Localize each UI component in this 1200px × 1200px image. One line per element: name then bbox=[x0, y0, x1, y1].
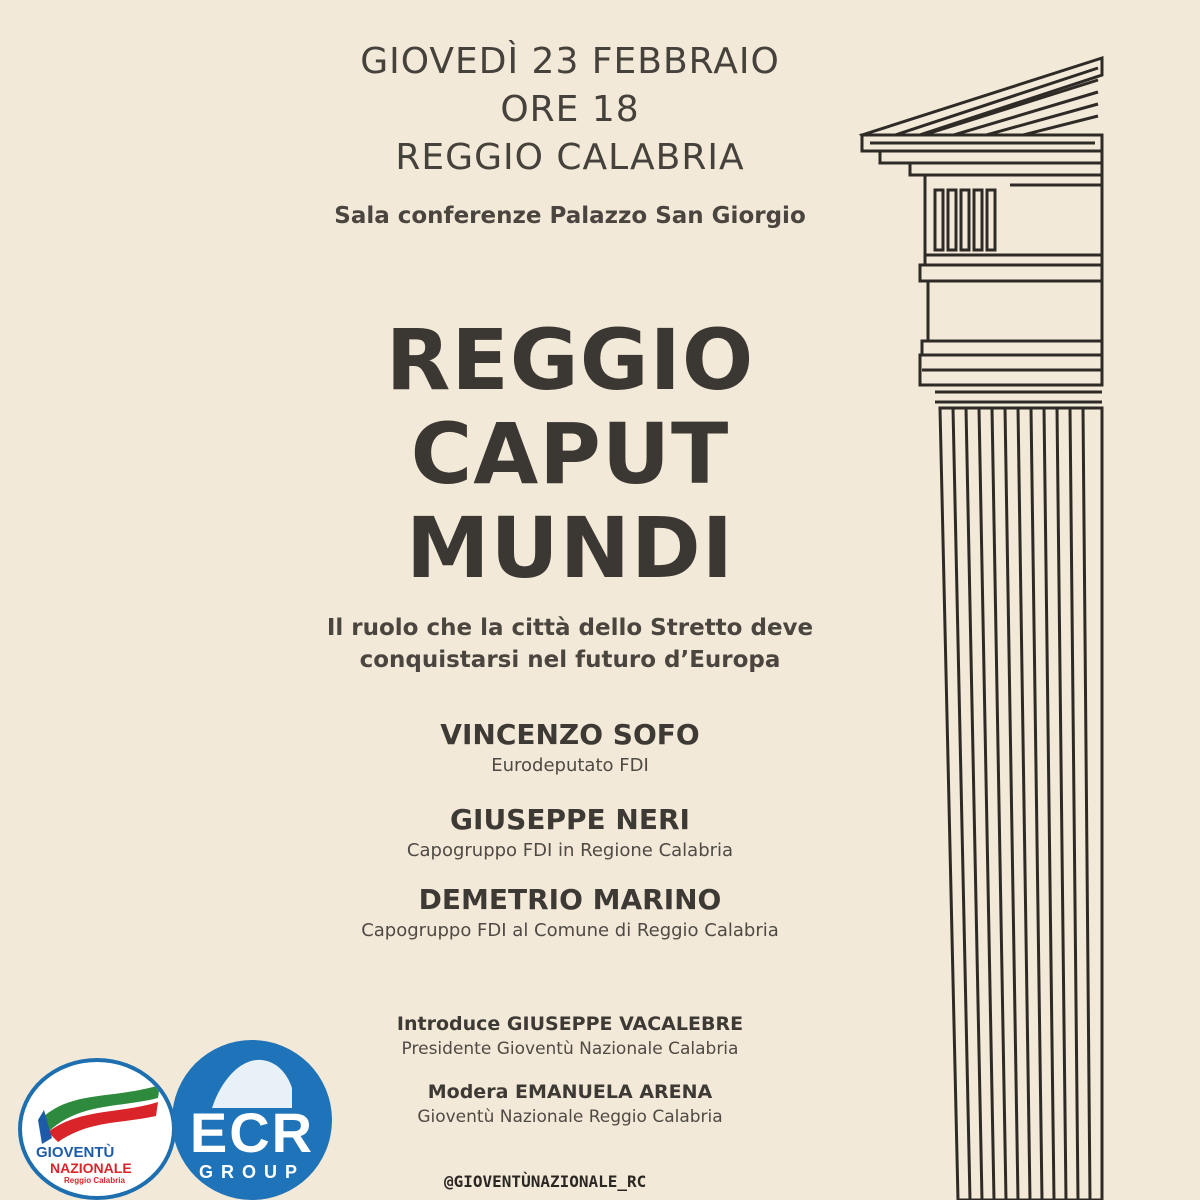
title-line-1: REGGIO bbox=[385, 311, 755, 409]
speaker-role: Capogruppo FDI in Regione Calabria bbox=[406, 840, 734, 861]
column-icon bbox=[840, 40, 1120, 1200]
speaker-name: VINCENZO SOFO bbox=[440, 718, 700, 751]
subtitle-line-1: Il ruolo che la città dello Stretto deve bbox=[326, 615, 814, 641]
flag-icon bbox=[30, 1080, 170, 1150]
gn-name-line1: GIOVENTÙ bbox=[36, 1144, 115, 1161]
ecr-group-logo bbox=[172, 1040, 332, 1200]
social-handle: @GIOVENTÙNAZIONALE_RC bbox=[444, 1172, 647, 1191]
event-city: REGGIO CALABRIA bbox=[395, 137, 745, 178]
event-date: GIOVEDÌ 23 FEBBRAIO bbox=[360, 41, 780, 82]
lion-icon bbox=[202, 1048, 302, 1108]
event-time: ORE 18 bbox=[500, 89, 640, 130]
gioventu-nazionale-logo bbox=[18, 1058, 176, 1200]
speaker-role: Eurodeputato FDI bbox=[491, 755, 649, 776]
speaker-name: DEMETRIO MARINO bbox=[418, 883, 722, 916]
ecr-group-text: GROUP bbox=[198, 1162, 305, 1182]
title-line-2: CAPUT bbox=[410, 405, 730, 503]
ecr-text: ECR bbox=[189, 1101, 315, 1164]
gn-name-line3: Reggio Calabria bbox=[64, 1176, 125, 1185]
host-role: Gioventù Nazionale Reggio Calabria bbox=[417, 1107, 723, 1127]
host-role: Presidente Gioventù Nazionale Calabria bbox=[401, 1039, 739, 1059]
speaker-role: Capogruppo FDI al Comune di Reggio Calabria bbox=[361, 920, 779, 941]
host-label: Modera EMANUELA ARENA bbox=[427, 1081, 713, 1103]
speaker-name: GIUSEPPE NERI bbox=[450, 803, 690, 836]
host-label: Introduce GIUSEPPE VACALEBRE bbox=[396, 1013, 744, 1035]
subtitle-line-2: conquistarsi nel futuro d’Europa bbox=[359, 647, 781, 673]
title-line-3: MUNDI bbox=[405, 499, 735, 597]
event-venue: Sala conferenze Palazzo San Giorgio bbox=[334, 203, 806, 229]
gn-name-line2: NAZIONALE bbox=[50, 1160, 132, 1176]
